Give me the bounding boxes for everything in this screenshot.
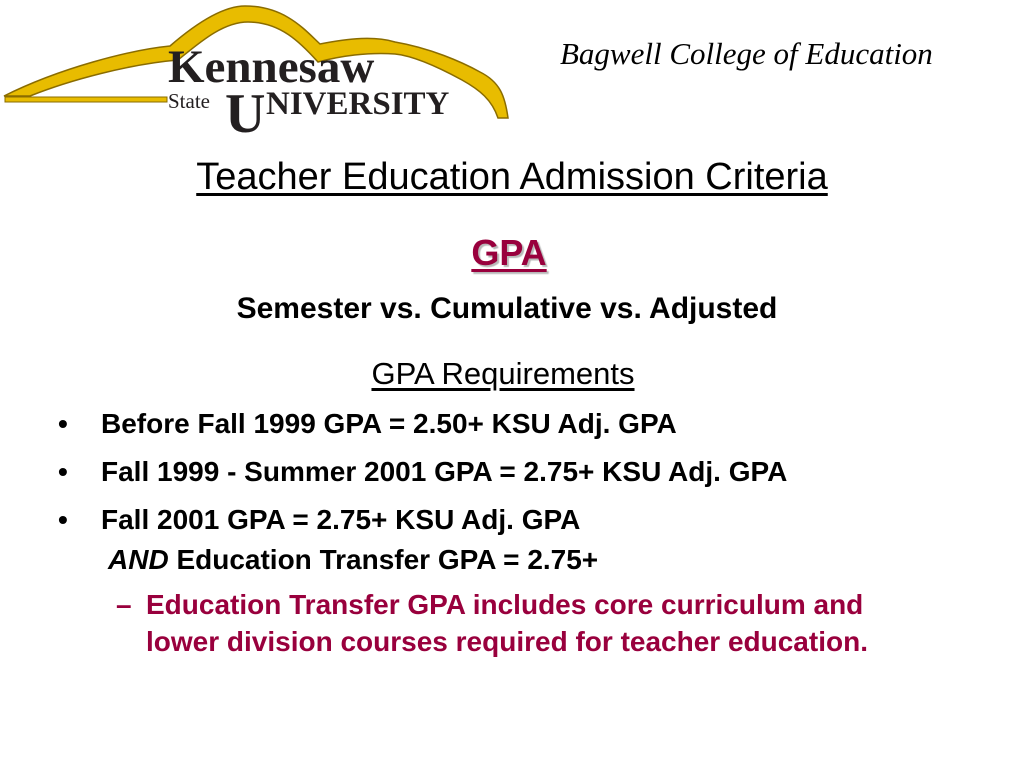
- subtitle: Semester vs. Cumulative vs. Adjusted: [236, 292, 778, 325]
- bullet-icon: •: [58, 504, 68, 535]
- slide-title: Teacher Education Admission Criteria: [196, 156, 828, 198]
- list-item: [56, 404, 976, 452]
- bullet-icon: •: [58, 456, 68, 487]
- requirements-heading: GPA Requirements: [371, 356, 635, 391]
- and-line-text: Education Transfer GPA = 2.75+: [168, 544, 599, 575]
- logo-university: NIVERSITY: [266, 86, 450, 122]
- college-name: Bagwell College of Education: [560, 36, 933, 71]
- list-item-text: Fall 2001 GPA = 2.75+ KSU Adj. GPA: [101, 504, 581, 535]
- sub-bullet-text: Education Transfer GPA includes core curriculum and lower division courses required for teacher education.: [146, 589, 868, 657]
- list-item-text: Before Fall 1999 GPA = 2.50+ KSU Adj. GPA: [101, 408, 677, 439]
- and-word: AND: [108, 544, 169, 575]
- and-line: [108, 540, 598, 580]
- kennesaw-state-university-logo: [0, 0, 515, 140]
- sub-bullet: [116, 586, 936, 660]
- logo-underline-left: [5, 97, 167, 102]
- requirements-list: [56, 404, 976, 548]
- section-heading: GPA: [471, 232, 547, 273]
- list-item-text: Fall 1999 - Summer 2001 GPA = 2.75+ KSU Adj. GPA: [101, 456, 788, 487]
- bullet-icon: •: [58, 408, 68, 439]
- list-item: [56, 452, 976, 500]
- logo-state: State: [168, 89, 210, 113]
- logo-initial-u: U: [225, 83, 266, 140]
- dash-icon: –: [116, 589, 132, 620]
- logo-kennesaw: Kennesaw: [168, 41, 375, 93]
